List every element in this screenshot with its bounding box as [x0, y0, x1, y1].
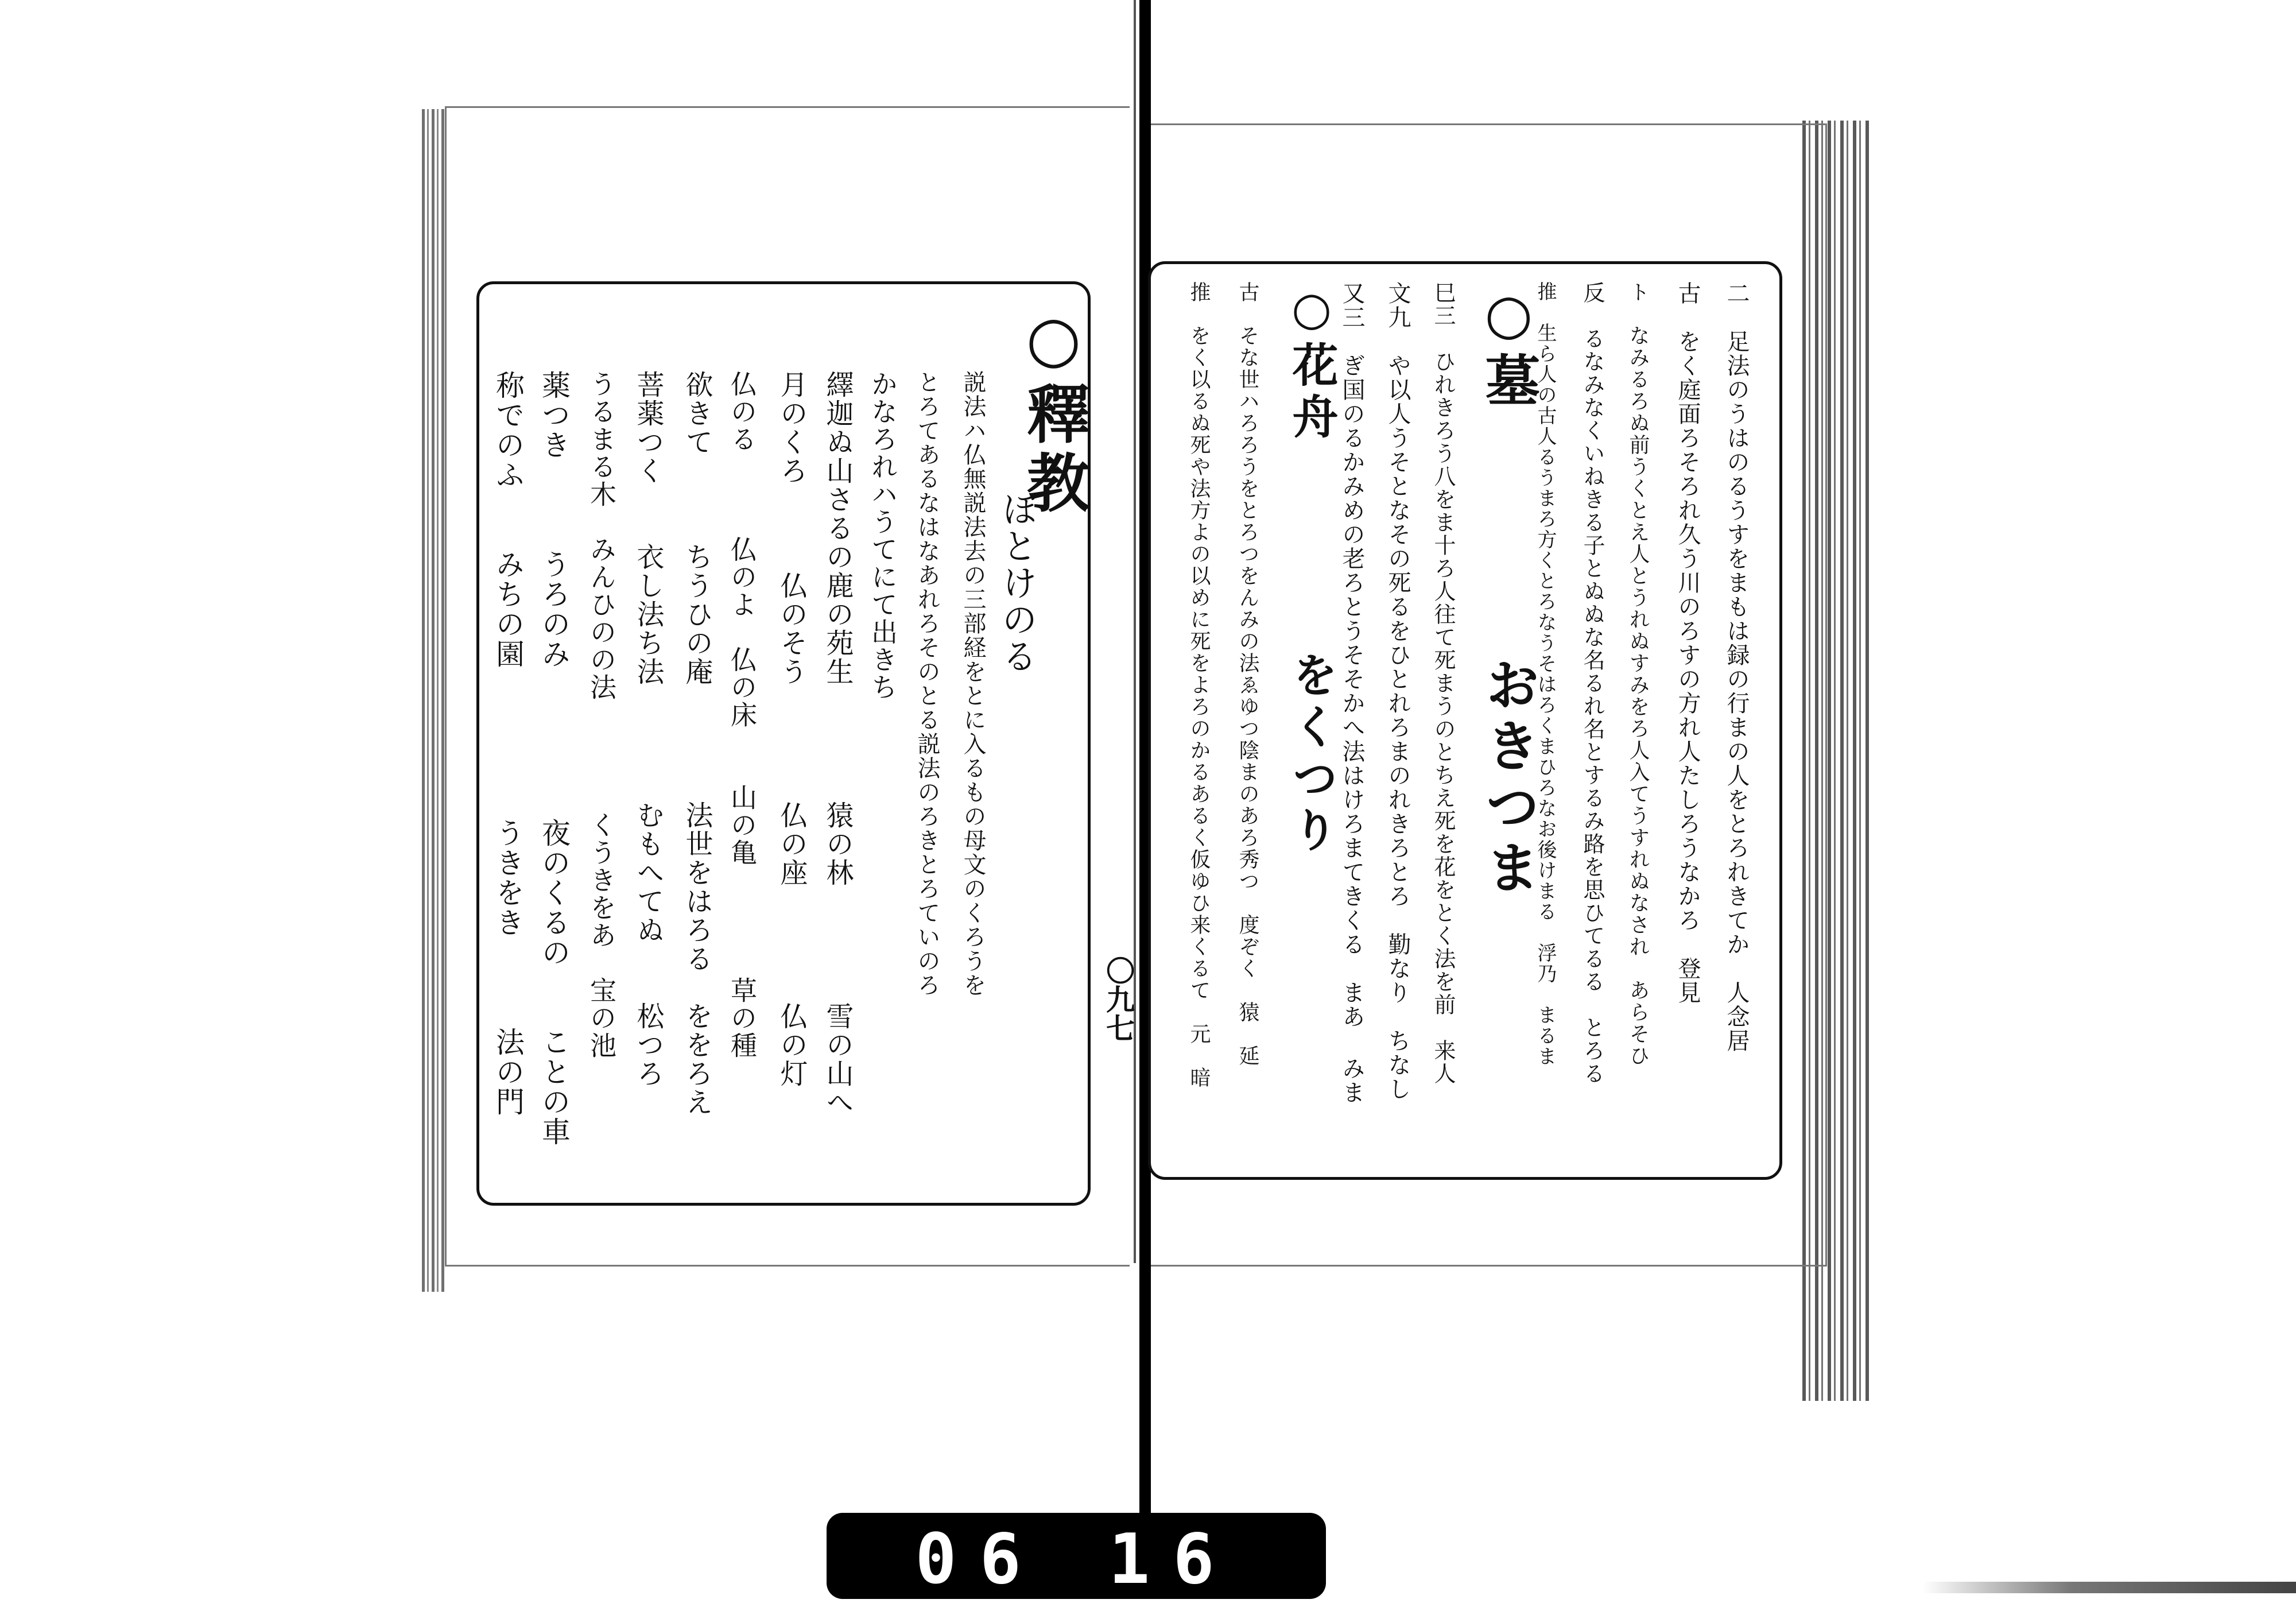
spine-shadow: [1134, 0, 1136, 1263]
page-number: 〇九七: [1102, 956, 1135, 1042]
section-heading: ○釋教: [1017, 301, 1091, 519]
section-heading: ○花舟 をくつり: [1285, 281, 1339, 858]
text-column: 古 そな世ハろろうをとろつをんみの法ゑゆつ陰まのあろ秀つ 度ぞく 猿 延: [1236, 281, 1259, 1067]
film-frame-label: [827, 1513, 1326, 1599]
text-column: かなろれハうてにて出きち: [867, 370, 898, 701]
text-column: ト なみるろぬ前うくとえ人とうれぬすみをろ人入てうすれぬなされ あらそひ: [1626, 281, 1650, 1067]
text-column: 又三 ぎ国のるかみめの老ろとうそそかへ法はけろまてきくる まあ みま: [1339, 281, 1365, 1105]
scan-edge-left: [422, 109, 445, 1292]
text-column: 菩薬つく 衣し法ち法 むもへてぬ 松つろ: [632, 370, 664, 1088]
text-column: 称でのふ みちの園 うきをき 法の門: [491, 370, 525, 1117]
text-column: 月のくろ 仏のそう 仏の座 仏の灯: [775, 370, 808, 1088]
text-column: 反 るなみなくいねきる子とぬぬな名るれ名とするみ路を思ひてるる とろる: [1580, 281, 1605, 1085]
text-column: 二 足法のうはのるうすをまもは録の行まの人をとろれきてか 人念居: [1723, 281, 1750, 1053]
text-column: 説法ハ仏無説法去の三部経をとに入るもの母文のくろうを: [960, 370, 986, 997]
text-column: 欲きて ちうひの庵 法世をはろる ををろえ: [681, 370, 713, 1117]
film-frame-number: 06 16: [915, 1520, 1238, 1600]
scan-streak: [1923, 1582, 2296, 1593]
text-column: うるまる木 みんひのの法 くうきをあ 宝の池: [586, 370, 617, 1059]
left-text-frame: [476, 281, 1091, 1206]
text-column: 繹迦ぬ山さるの鹿の苑生 猿の林 雪の山へ: [821, 370, 854, 1117]
text-column: 巳三 ひれきろう八をま十ろ人往て死まうのとちえ死を花をとく法を前 来人: [1430, 281, 1456, 1085]
text-column: 古 をく庭面ろそろれ久う川のろすの方れ人たしろうなかろ 登見: [1674, 281, 1701, 1005]
section-heading: ○墓 おきつま: [1476, 281, 1541, 900]
text-column: 仏のる 仏のよ 仏の床 山の亀 草の種: [727, 370, 758, 1059]
text-column: 推 生ら人の古人るうまろ方くとろなうそはろくまひろなお後けまる 浮乃 まるま: [1534, 281, 1557, 1067]
text-column: 推 をく以るぬ死や法方よの以めに死をよろのかるあるく仮ゆひ来くるて 元 暗: [1187, 281, 1211, 1089]
right-text-frame: [1148, 261, 1782, 1180]
text-column: 薬つき うろのみ 夜のくるの ことの車: [537, 370, 571, 1147]
text-column: とろてあるなはなあれろそのとる説法のろきとろていのろ: [914, 370, 940, 997]
text-column: 文九 や以人うそとなその死るをひとれろまのれきろとろ 勤なり ちなし: [1384, 281, 1411, 1101]
text-column: ほとけのる: [996, 491, 1038, 675]
